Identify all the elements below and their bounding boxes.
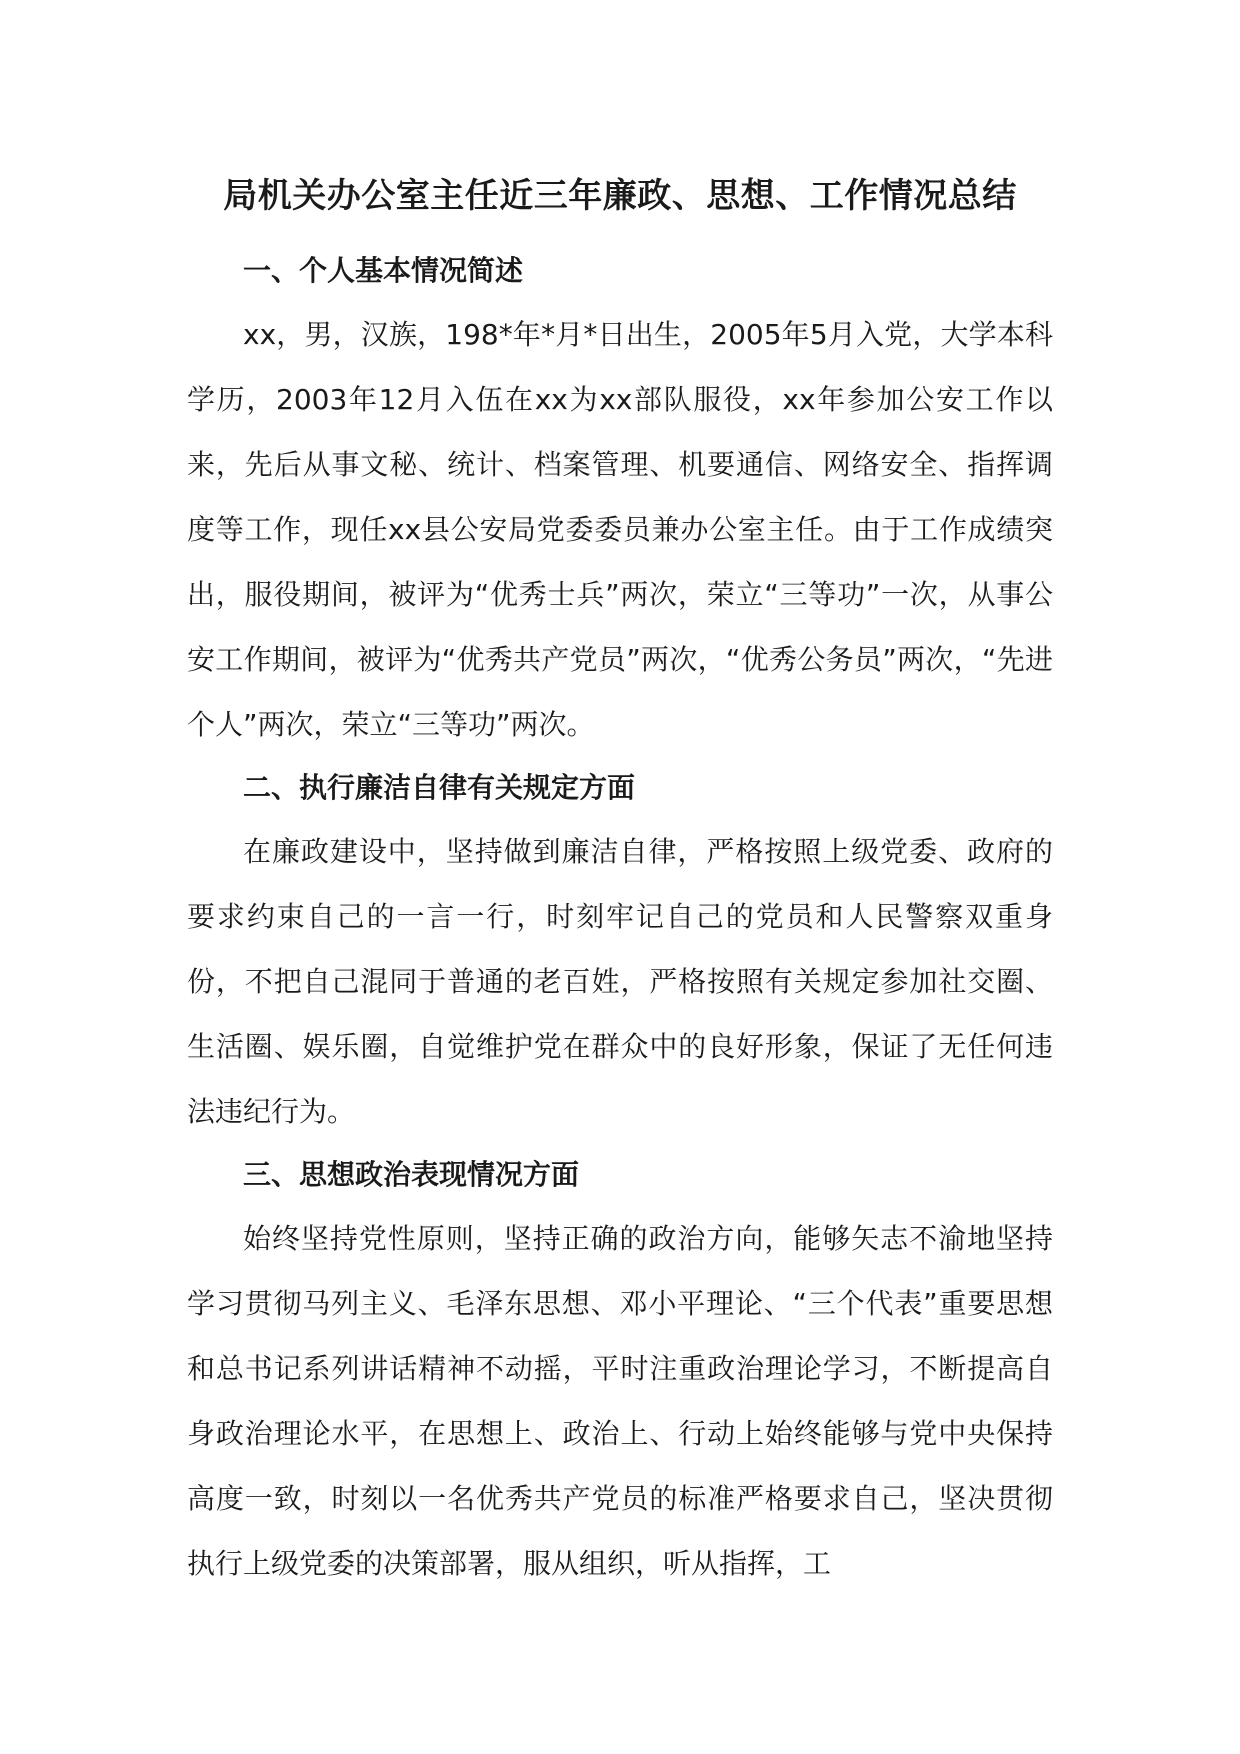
- section-heading: 三、思想政治表现情况方面: [243, 1158, 580, 1191]
- section-1: [187, 240, 1053, 757]
- section-2: [187, 757, 1053, 1144]
- document-title: 局机关办公室主任近三年廉政、思想、工作情况总结: [223, 176, 1017, 216]
- section-heading: 一、个人基本情况简述: [243, 254, 524, 287]
- section-heading: 二、执行廉洁自律有关规定方面: [243, 771, 636, 804]
- document-page: [187, 170, 1053, 1596]
- section-paragraph: xx，男，汉族，198*年*月*日出生，2005年5月入党，大学本科学历，2003年12月入伍在xx为xx部队服役，xx年参加公安工作以来，先后从事文秘、统计、档案管理、机要通信、网络安全、指挥调度等工作，现任xx县公安局党委委员兼办公室主任。由于工作成绩突出，服役期间，被评为“优秀士兵”两次，荣立“三等功”一次，从事公安工作期间，被评为“优秀共产党员”两次，“优秀公务员”两次，“先进个人”两次，荣立“三等功”两次。: [187, 318, 1053, 741]
- section-3: [187, 1144, 1053, 1596]
- section-paragraph: 始终坚持党性原则，坚持正确的政治方向，能够矢志不渝地坚持学习贯彻马列主义、毛泽东思想、邓小平理论、“三个代表”重要思想和总书记系列讲话精神不动摇，平时注重政治理论学习，不断提高自身政治理论水平，在思想上、政治上、行动上始终能够与党中央保持高度一致，时刻以一名优秀共产党员的标准严格要求自己，坚决贯彻执行上级党委的决策部署，服从组织，听从指挥，工: [187, 1222, 1053, 1580]
- section-paragraph: 在廉政建设中，坚持做到廉洁自律，严格按照上级党委、政府的要求约束自己的一言一行，时刻牢记自己的党员和人民警察双重身份，不把自己混同于普通的老百姓，严格按照有关规定参加社交圈、生活圈、娱乐圈，自觉维护党在群众中的良好形象，保证了无任何违法违纪行为。: [187, 835, 1053, 1128]
